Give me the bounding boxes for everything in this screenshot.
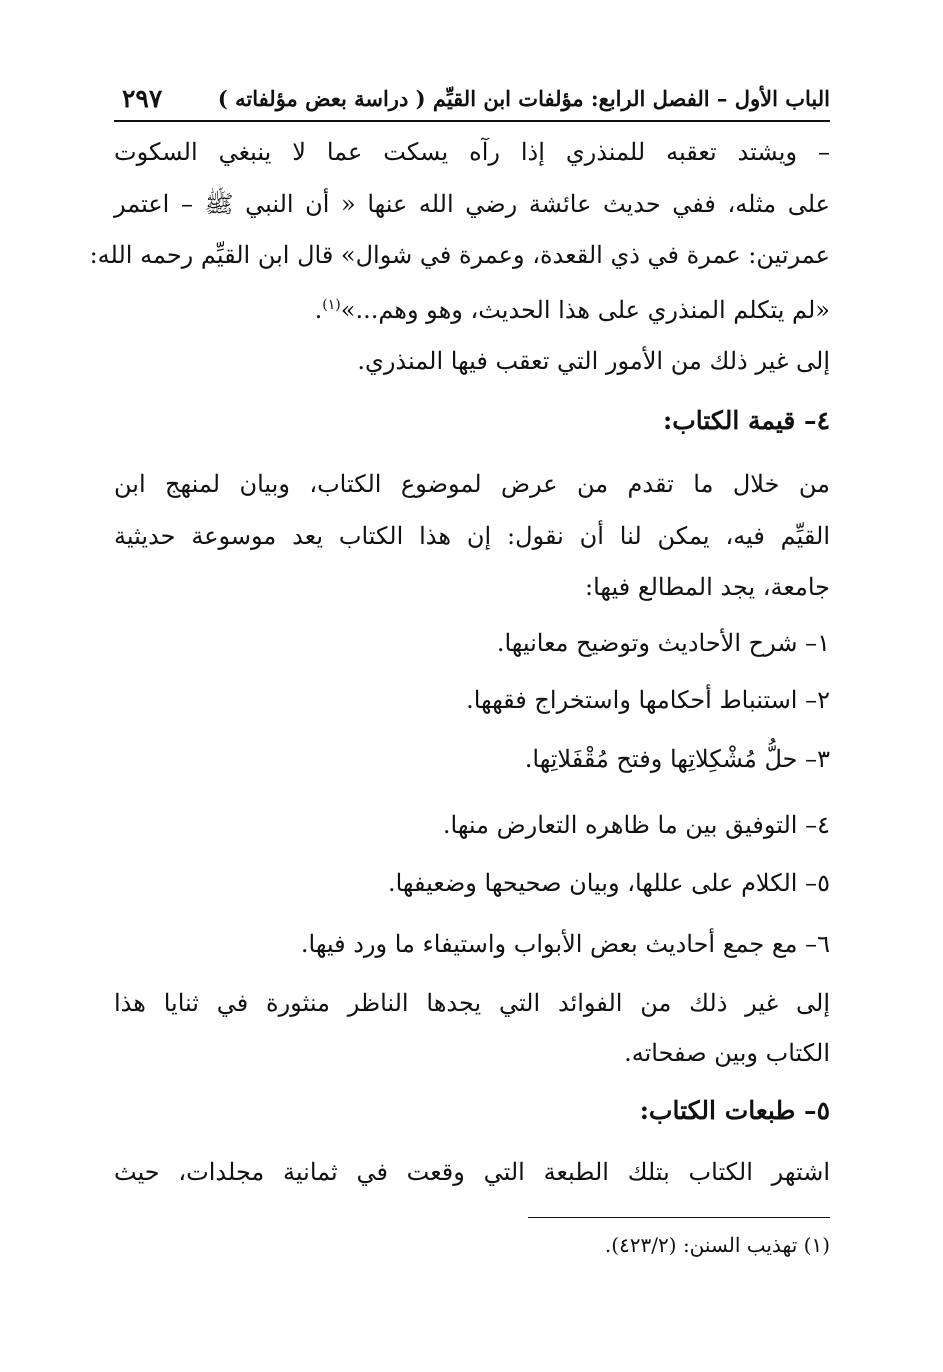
body-line: على مثله، ففي حديث عائشة رضي الله عنها « أن النبي ﷺ – اعتمر [114, 190, 830, 218]
body-line: اشتهر الكتاب بتلك الطبعة التي وقعت في ثمانية مجلدات، حيث [114, 1158, 830, 1186]
list-item: ٣– حلُّ مُشْكِلاتِها وفتح مُقْفَلاتِها. [524, 745, 830, 773]
section-heading: ٥– طبعات الكتاب: [639, 1096, 830, 1125]
list-item: ٥– الكلام على عللها، وبيان صحيحها وضعيفها. [387, 869, 830, 897]
running-header [114, 84, 830, 122]
body-line: – ويشتد تعقبه للمنذري إذا رآه يسكت عما لا ينبغي السكوت [114, 138, 830, 166]
footnote: (١) تهذيب السنن: (٤٢٣/٢). [604, 1233, 830, 1257]
body-line: عمرتين: عمرة في ذي القعدة، وعمرة في شوال» قال ابن القيِّم رحمه الله: [89, 241, 830, 269]
quote-line [315, 288, 830, 327]
quote-end: . [314, 296, 323, 324]
body-line: من خلال ما تقدم من عرض لموضوع الكتاب، وبيان لمنهج ابن [114, 470, 830, 498]
list-item: ١– شرح الأحاديث وتوضيح معانيها. [496, 629, 830, 657]
list-item: ٦– مع جمع أحاديث بعض الأبواب واستيفاء ما ورد فيها. [300, 930, 830, 958]
body-line: إلى غير ذلك من الفوائد التي يجدها الناظر منثورة في ثنايا هذا [114, 989, 830, 1017]
section-heading: ٤– قيمة الكتاب: [663, 406, 830, 435]
list-item: ٤– التوفيق بين ما ظاهره التعارض منها. [442, 811, 830, 839]
body-line: الكتاب وبين صفحاته. [624, 1039, 830, 1067]
footnote-divider [528, 1217, 830, 1218]
footnote-ref: (١) [322, 297, 341, 313]
body-line: القيِّم فيه، يمكن لنا أن نقول: إن هذا الكتاب يعد موسوعة حديثية [114, 522, 830, 550]
header-title: الباب الأول – الفصل الرابع: مؤلفات ابن القيِّم ( دراسة بعض مؤلفاته ) [217, 86, 830, 111]
quote-text: «لم يتكلم المنذري على هذا الحديث، وهو وهم...» [340, 296, 830, 324]
body-line: جامعة، يجد المطالع فيها: [585, 573, 830, 601]
body-line: إلى غير ذلك من الأمور التي تعقب فيها المنذري. [357, 347, 830, 375]
list-item: ٢– استنباط أحكامها واستخراج فقهها. [466, 686, 830, 714]
page-number: ٢٩٧ [122, 84, 163, 113]
